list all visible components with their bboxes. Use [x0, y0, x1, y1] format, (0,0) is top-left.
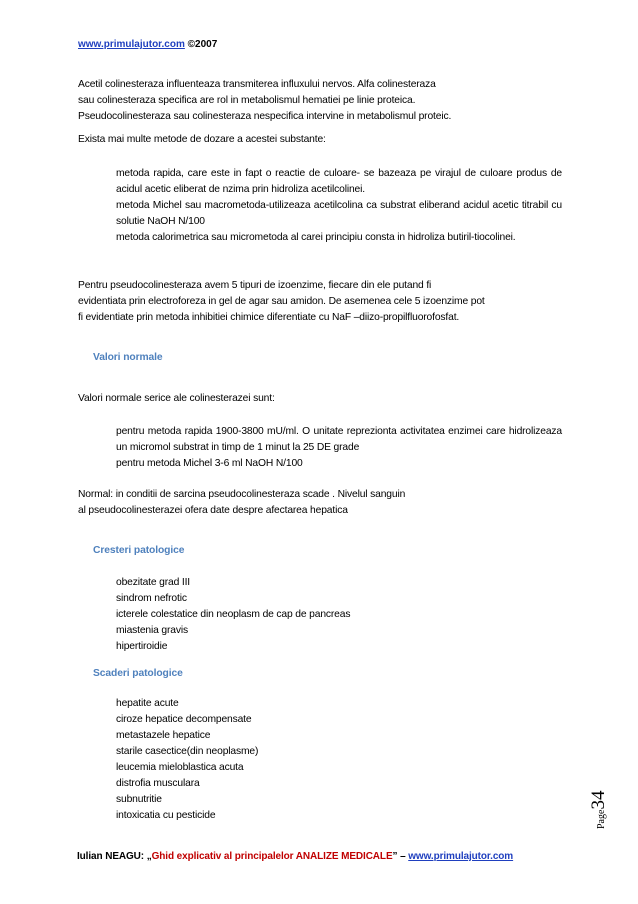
- normal-note: [78, 487, 568, 519]
- method-text: metoda rapida, care este in fapt o reactie de culoare- se bazeaza pe virajul de culoare produs de acidul acetic eliberat de nzima prin hidroliza acetilcolinei.: [116, 168, 562, 195]
- decrease-text: hepatite acute: [116, 698, 179, 709]
- increase-text: hipertiroidie: [116, 641, 168, 652]
- list-item: [92, 728, 562, 744]
- bullet-icon: [92, 744, 116, 760]
- bullet-icon: [92, 230, 116, 246]
- footer-author: Iulian NEAGU:: [77, 851, 147, 862]
- bullet-icon: [92, 591, 116, 607]
- normal-intro-text: Valori normale serice ale colinesterazei sunt:: [78, 393, 275, 404]
- bullet-icon: [92, 696, 116, 712]
- pseudo-line: fi evidentiate prin metoda inhibitiei chimice diferentiate cu NaF –diizo-propilfluorofosfat.: [78, 312, 460, 323]
- header-link[interactable]: www.primulajutor.com: [78, 39, 185, 50]
- list-item: [92, 639, 562, 655]
- page-label: Page: [596, 809, 607, 829]
- decrease-list: [92, 696, 562, 824]
- bullet-icon: [92, 728, 116, 744]
- methods-intro-text: Exista mai multe metode de dozare a acestei substante:: [78, 134, 326, 145]
- list-item: [92, 456, 562, 472]
- increase-text: sindrom nefrotic: [116, 593, 187, 604]
- intro-line: Acetil colinesteraza influenteaza transmiterea influxului nervos. Alfa colinesteraza: [78, 79, 436, 90]
- decrease-text: metastazele hepatice: [116, 730, 211, 741]
- footer-link[interactable]: www.primulajutor.com: [408, 851, 514, 862]
- decrease-text: distrofia musculara: [116, 778, 200, 789]
- increase-text: icterele colestatice din neoplasm de cap de pancreas: [116, 609, 351, 620]
- list-item: [92, 607, 562, 623]
- intro-paragraph: [78, 77, 568, 125]
- normal-intro: [78, 391, 568, 407]
- page-header: [78, 39, 217, 50]
- bullet-icon: [92, 760, 116, 776]
- method-text: metoda calorimetrica sau micrometoda al carei principiu consta in hidroliza butiril-tiocolinei.: [116, 232, 516, 243]
- list-item: [92, 623, 562, 639]
- decrease-text: intoxicatia cu pesticide: [116, 810, 216, 821]
- page-number-value: 34: [588, 790, 609, 810]
- methods-list: [92, 166, 562, 246]
- bullet-icon: [92, 623, 116, 639]
- normal-note-line: Normal: in conditii de sarcina pseudocolinesteraza scade . Nivelul sanguin: [78, 489, 406, 500]
- method-text: metoda Michel sau macrometoda-utilizeaza acetilcolina ca substrat eliberand acidul acetic titrabil cu solutie NaOH N/100: [116, 200, 562, 227]
- decrease-text: starile casectice(din neoplasme): [116, 746, 259, 757]
- normal-value-text: pentru metoda Michel 3-6 ml NaOH N/100: [116, 458, 303, 469]
- list-item: [92, 712, 562, 728]
- decrease-text: leucemia mieloblastica acuta: [116, 762, 244, 773]
- list-item: [92, 424, 562, 456]
- section-heading-increase: Cresteri patologice: [93, 545, 185, 556]
- increase-text: obezitate grad III: [116, 577, 191, 588]
- increase-list: [92, 575, 562, 655]
- normal-note-line: al pseudocolinesterazei ofera date despre afectarea hepatica: [78, 505, 348, 516]
- pseudo-paragraph: [78, 278, 568, 326]
- footer-title-red: Ghid explicativ al principalelor: [151, 851, 296, 862]
- page-number: [588, 777, 628, 827]
- intro-line: Pseudocolinesteraza sau colinesteraza nespecifica intervine in metabolismul proteic.: [78, 111, 452, 122]
- bullet-icon: [92, 607, 116, 623]
- list-item: [92, 792, 562, 808]
- bullet-icon: [92, 456, 116, 472]
- footer-quote-open: „: [146, 851, 152, 862]
- page-footer: [77, 851, 513, 862]
- list-item: [92, 696, 562, 712]
- intro-line: sau colinesteraza specifica are rol in metabolismul hematiei pe linie proteica.: [78, 95, 416, 106]
- footer-title-blue: ANALIZE MEDICALE: [295, 851, 393, 862]
- list-item: [92, 198, 562, 230]
- bullet-icon: [92, 792, 116, 808]
- list-item: [92, 166, 562, 198]
- decrease-text: ciroze hepatice decompensate: [116, 714, 252, 725]
- list-item: [92, 760, 562, 776]
- increase-text: miastenia gravis: [116, 625, 188, 636]
- pseudo-line: Pentru pseudocolinesteraza avem 5 tipuri de izoenzime, fiecare din ele putand fi: [78, 280, 432, 291]
- list-item: [92, 591, 562, 607]
- bullet-icon: [92, 639, 116, 655]
- bullet-icon: [92, 712, 116, 728]
- pseudo-line: evidentiata prin electroforeza in gel de agar sau amidon. De asemenea cele 5 izoenzime pot: [78, 296, 485, 307]
- normal-values-list: [92, 424, 562, 472]
- list-item: [92, 230, 562, 246]
- section-heading-normal: Valori normale: [93, 352, 163, 363]
- bullet-icon: [92, 776, 116, 792]
- section-heading-decrease: Scaderi patologice: [93, 668, 183, 679]
- normal-value-text: pentru metoda rapida 1900-3800 mU/ml. O unitate reprezionta activitatea enzimei care hidrolizeaza un micromol substrat in timp de 1 minut la 25 DE grade: [116, 426, 562, 453]
- bullet-icon: [92, 198, 116, 230]
- bullet-icon: [92, 575, 116, 591]
- list-item: [92, 808, 562, 824]
- methods-intro: [78, 132, 568, 148]
- bullet-icon: [92, 808, 116, 824]
- bullet-icon: [92, 424, 116, 456]
- footer-quote-close: ” –: [392, 851, 409, 862]
- bullet-icon: [92, 166, 116, 198]
- header-copyright: ©2007: [184, 39, 218, 50]
- decrease-text: subnutritie: [116, 794, 162, 805]
- list-item: [92, 575, 562, 591]
- list-item: [92, 744, 562, 760]
- list-item: [92, 776, 562, 792]
